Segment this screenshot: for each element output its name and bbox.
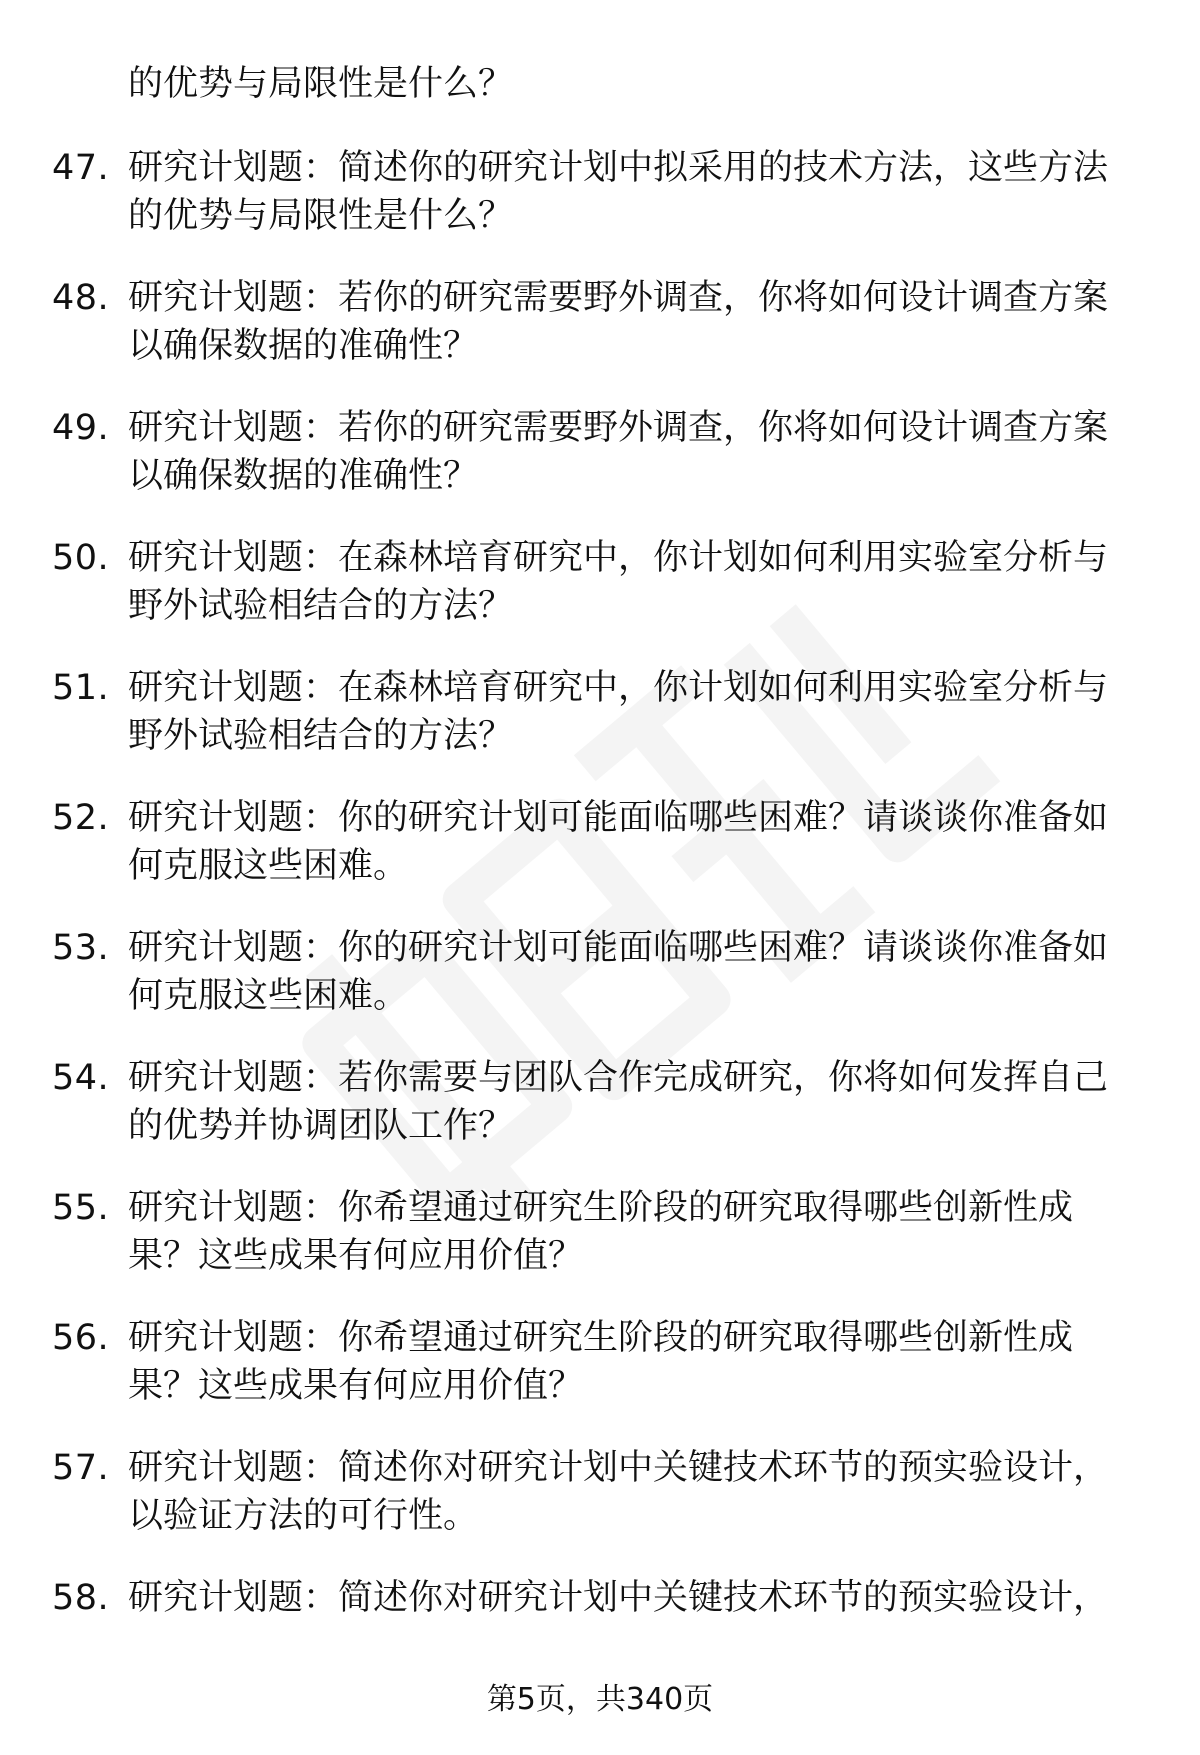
list-item <box>0 144 1200 274</box>
list-item <box>0 1314 1200 1444</box>
list-item <box>0 274 1200 404</box>
question-number: 57. <box>52 1448 110 1488</box>
list-item <box>0 794 1200 924</box>
question-line: 研究计划题：在森林培育研究中，你计划如何利用实验室分析与 <box>128 668 1109 708</box>
question-line: 果？这些成果有何应用价值？ <box>128 1366 584 1406</box>
question-line: 研究计划题：若你的研究需要野外调查，你将如何设计调查方案 <box>128 278 1109 318</box>
question-number: 49. <box>52 408 110 448</box>
question-list <box>0 60 1200 1704</box>
question-line: 研究计划题：若你需要与团队合作完成研究，你将如何发挥自己 <box>128 1058 1109 1098</box>
question-line: 研究计划题：你的研究计划可能面临哪些困难？请谈谈你准备如 <box>128 798 1109 838</box>
question-line: 研究计划题：简述你对研究计划中关键技术环节的预实验设计， <box>128 1578 1109 1618</box>
question-line: 研究计划题：你希望通过研究生阶段的研究取得哪些创新性成 <box>128 1318 1074 1358</box>
question-line: 的优势与局限性是什么？ <box>128 64 514 104</box>
question-line: 果？这些成果有何应用价值？ <box>128 1236 584 1276</box>
question-line: 以确保数据的准确性？ <box>128 326 479 366</box>
question-number: 56. <box>52 1318 110 1358</box>
list-item <box>0 1444 1200 1574</box>
question-line: 研究计划题：在森林培育研究中，你计划如何利用实验室分析与 <box>128 538 1109 578</box>
question-number: 58. <box>52 1578 110 1618</box>
list-item <box>0 534 1200 664</box>
question-text <box>128 1314 1138 1410</box>
list-item <box>0 924 1200 1054</box>
question-number: 55. <box>52 1188 110 1228</box>
question-number: 52. <box>52 798 110 838</box>
question-text <box>128 1184 1138 1280</box>
question-text <box>128 1574 1138 1622</box>
list-item <box>0 404 1200 534</box>
question-text <box>128 534 1138 630</box>
question-text <box>128 924 1138 1020</box>
question-line: 的优势与局限性是什么？ <box>128 196 514 236</box>
question-text <box>128 1054 1138 1150</box>
question-line: 研究计划题：你的研究计划可能面临哪些困难？请谈谈你准备如 <box>128 928 1109 968</box>
question-line: 野外试验相结合的方法？ <box>128 586 514 626</box>
question-line: 以确保数据的准确性？ <box>128 456 479 496</box>
question-line: 以验证方法的可行性。 <box>128 1496 479 1536</box>
question-line: 研究计划题：若你的研究需要野外调查，你将如何设计调查方案 <box>128 408 1109 448</box>
question-text <box>128 794 1138 890</box>
question-line: 何克服这些困难。 <box>128 976 409 1016</box>
question-line: 研究计划题：简述你的研究计划中拟采用的技术方法，这些方法 <box>128 148 1109 188</box>
question-line: 的优势并协调团队工作？ <box>128 1106 514 1146</box>
question-text <box>128 274 1138 370</box>
question-text <box>128 144 1138 240</box>
question-number: 54. <box>52 1058 110 1098</box>
question-text <box>128 1444 1138 1540</box>
list-item <box>0 1054 1200 1184</box>
question-line: 野外试验相结合的方法？ <box>128 716 514 756</box>
question-number: 48. <box>52 278 110 318</box>
question-text <box>128 664 1138 760</box>
question-number: 53. <box>52 928 110 968</box>
question-number: 51. <box>52 668 110 708</box>
list-item <box>0 1184 1200 1314</box>
list-item <box>0 664 1200 794</box>
list-item-continuation <box>0 60 1200 144</box>
question-number: 47. <box>52 148 110 188</box>
question-line: 研究计划题：你希望通过研究生阶段的研究取得哪些创新性成 <box>128 1188 1074 1228</box>
page-footer: 第5页，共340页 <box>486 1682 714 1717</box>
question-line: 研究计划题：简述你对研究计划中关键技术环节的预实验设计， <box>128 1448 1109 1488</box>
question-text <box>128 60 1138 108</box>
question-number: 50. <box>52 538 110 578</box>
question-text <box>128 404 1138 500</box>
question-line: 何克服这些困难。 <box>128 846 409 886</box>
